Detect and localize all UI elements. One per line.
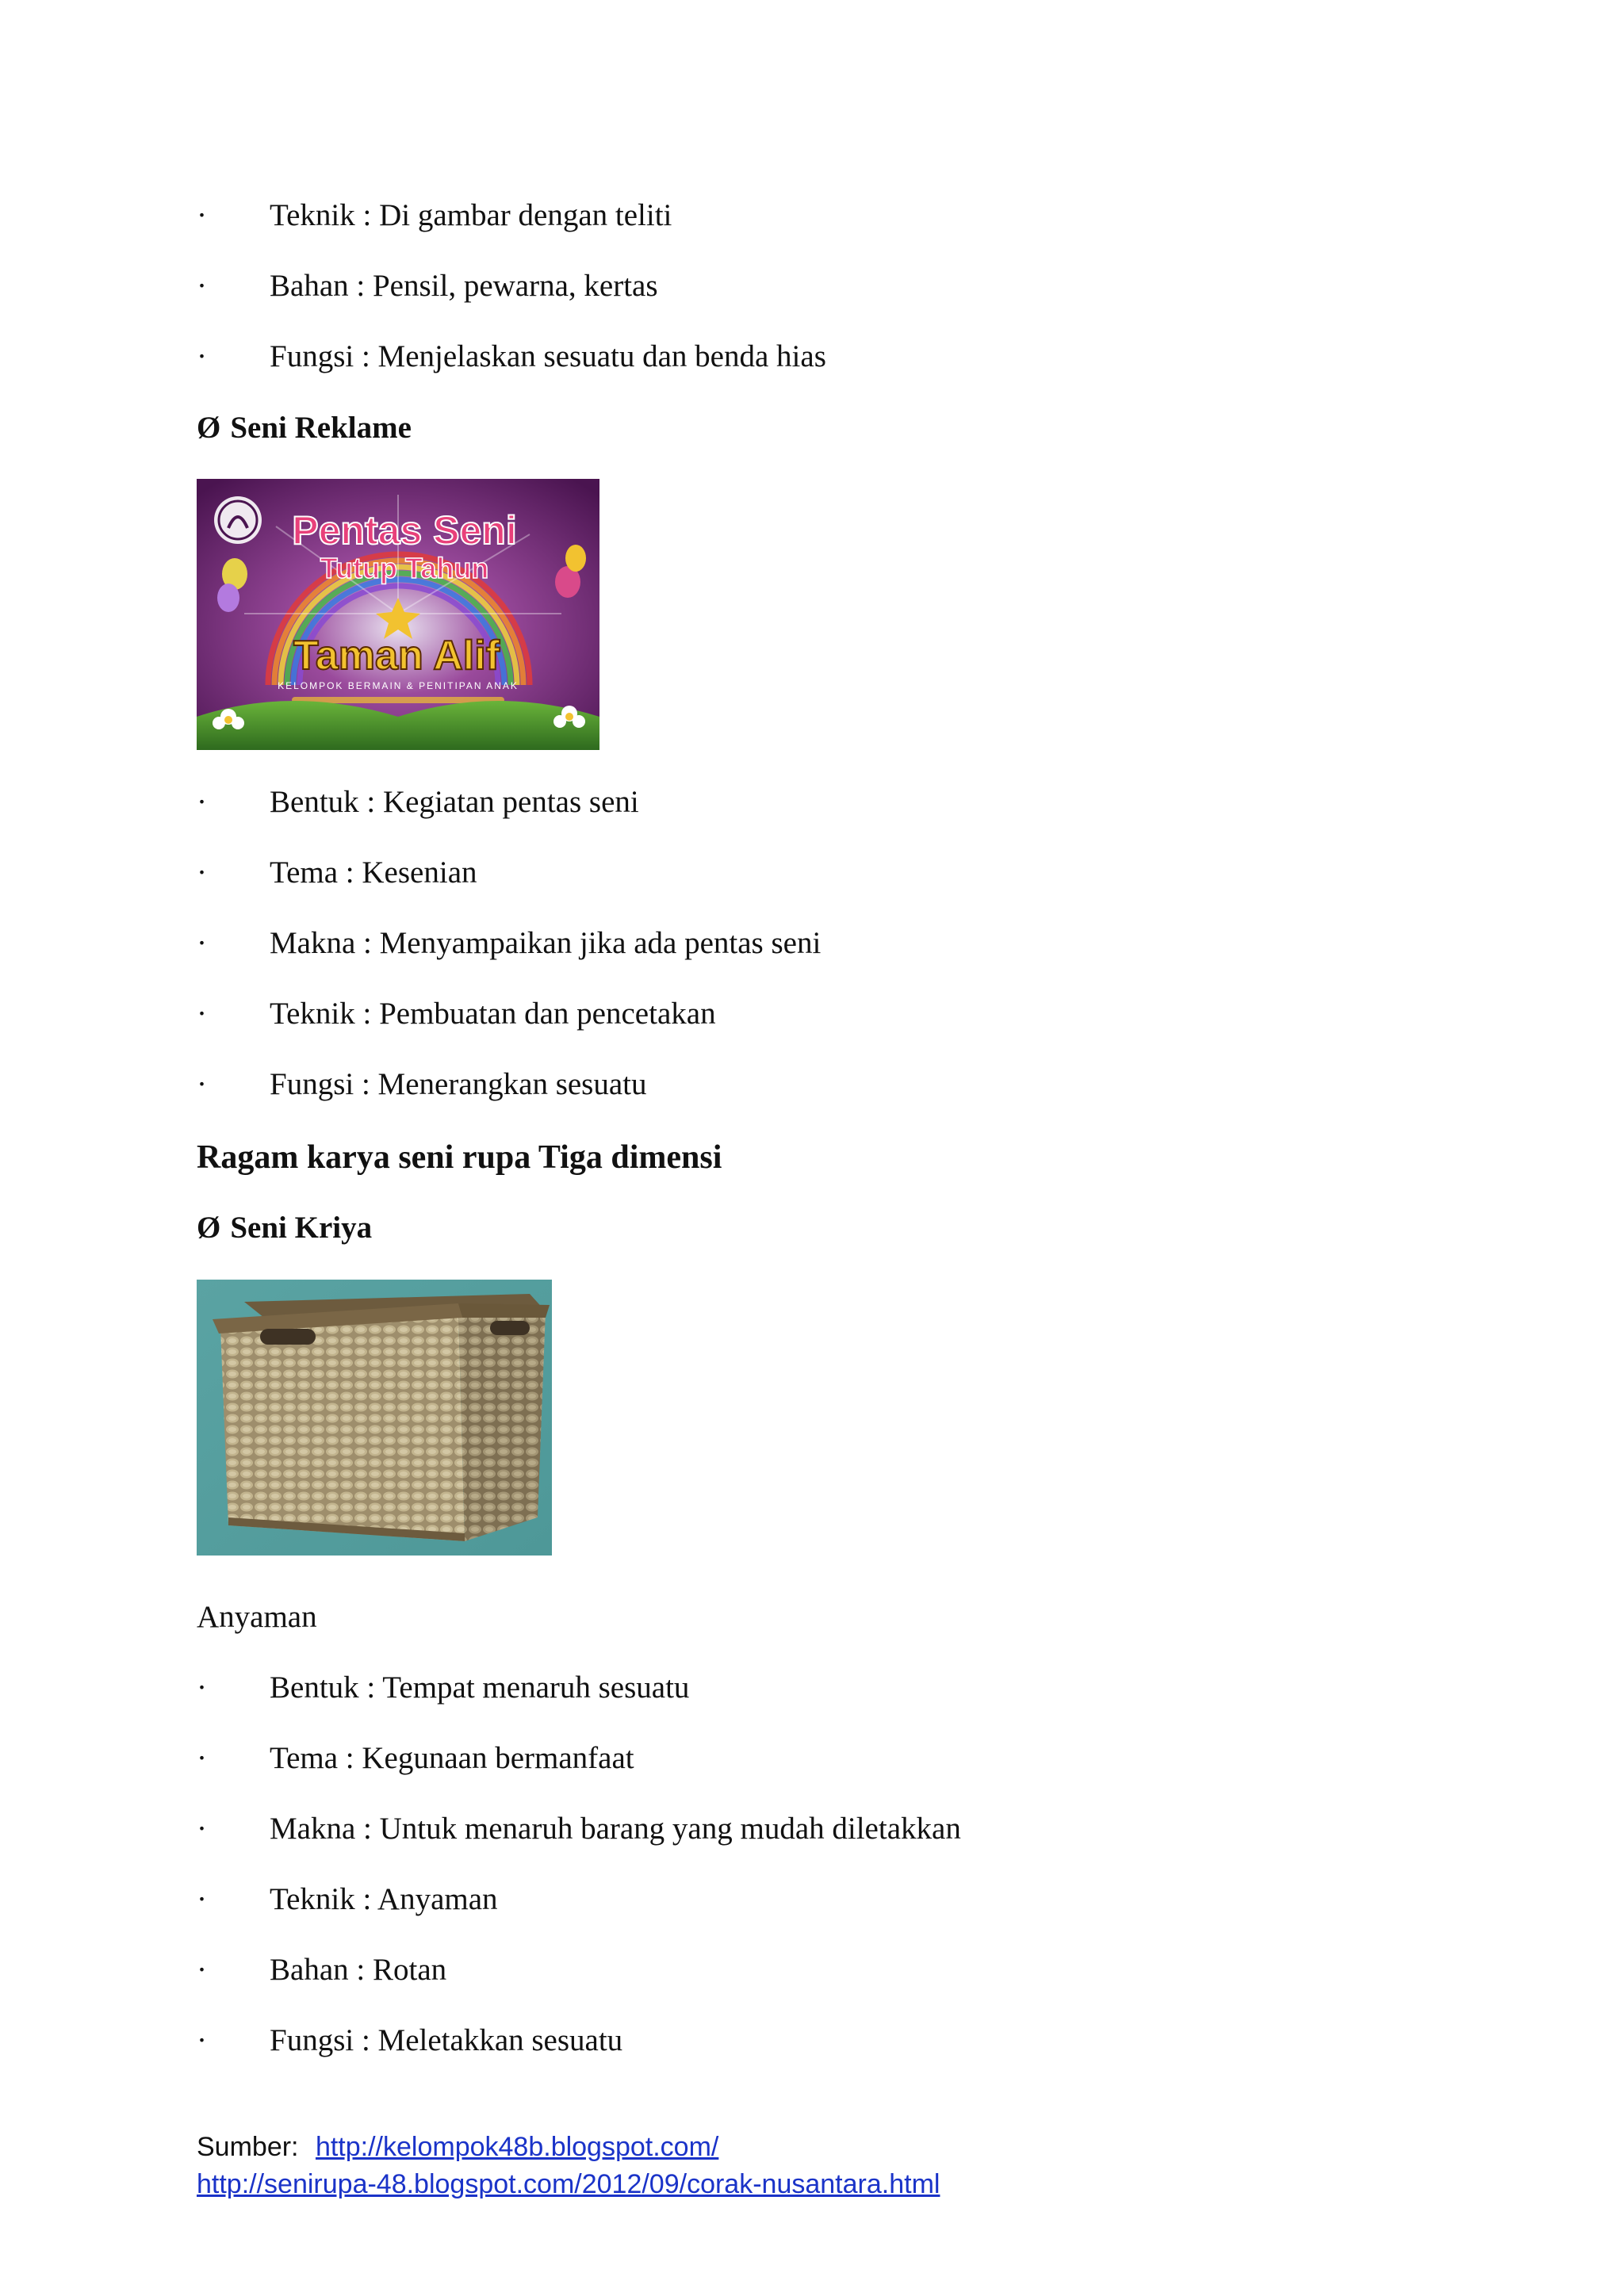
heading-text: Seni Reklame [230, 411, 412, 445]
image-caption: Anyaman [197, 1600, 317, 1634]
poster-graphic [197, 479, 599, 750]
poster-title: Pentas Seni [292, 508, 517, 553]
source-link-1[interactable]: http://kelompok48b.blogspot.com/ [315, 2132, 719, 2162]
heading-marker: Ø [197, 1211, 221, 1245]
section-heading-kriya [197, 1206, 372, 1250]
bullet-glyph: · [197, 1953, 207, 1987]
bullet-glyph: · [197, 926, 207, 960]
section-heading-reklame [197, 406, 412, 450]
bullet-text: Fungsi : Menerangkan sesuatu [270, 1067, 647, 1101]
poster-subtitle: Tutup Tahun [320, 552, 489, 584]
bullet-text: Makna : Untuk menaruh barang yang mudah diletakkan [270, 1812, 961, 1846]
section-heading-tiga-dimensi: Ragam karya seni rupa Tiga dimensi [197, 1139, 722, 1176]
bullet-glyph: · [197, 339, 207, 373]
bullet-glyph: · [197, 1670, 207, 1705]
bullet-text: Bentuk : Tempat menaruh sesuatu [270, 1670, 690, 1705]
bullet-text: Bentuk : Kegiatan pentas seni [270, 785, 639, 819]
bullet-text: Bahan : Pensil, pewarna, kertas [270, 269, 658, 303]
source-line-2 [197, 2166, 940, 2202]
heading-text: Seni Kriya [230, 1211, 373, 1245]
bullet-glyph: · [197, 1067, 207, 1101]
basket-image [197, 1280, 552, 1556]
bullet-glyph: · [197, 1741, 207, 1775]
bullet-glyph: · [197, 2023, 207, 2057]
bullet-glyph: · [197, 269, 207, 303]
basket-graphic [197, 1280, 552, 1556]
bullet-text: Tema : Kesenian [270, 855, 477, 890]
bullet-text: Tema : Kegunaan bermanfaat [270, 1741, 634, 1775]
poster-image [197, 479, 599, 750]
bullet-text: Makna : Menyampaikan jika ada pentas seni [270, 926, 822, 960]
source-link-2[interactable]: http://senirupa-48.blogspot.com/2012/09/corak-nusantara.html [197, 2169, 940, 2199]
bullet-text: Bahan : Rotan [270, 1953, 447, 1987]
source-line [197, 2129, 718, 2165]
heading-marker: Ø [197, 411, 221, 445]
bullet-glyph: · [197, 198, 207, 232]
bullet-glyph: · [197, 855, 207, 890]
bullet-glyph: · [197, 997, 207, 1031]
poster-brand: Taman Alif [293, 633, 500, 679]
bullet-text: Teknik : Di gambar dengan teliti [270, 198, 672, 232]
bullet-glyph: · [197, 1882, 207, 1916]
bullet-text: Teknik : Pembuatan dan pencetakan [270, 997, 716, 1031]
poster-tagline: KELOMPOK BERMAIN & PENITIPAN ANAK [278, 680, 519, 691]
bullet-glyph: · [197, 1812, 207, 1846]
bullet-text: Fungsi : Meletakkan sesuatu [270, 2023, 623, 2057]
bullet-text: Fungsi : Menjelaskan sesuatu dan benda hias [270, 339, 826, 373]
bullet-text: Teknik : Anyaman [270, 1882, 498, 1916]
source-label: Sumber: [197, 2132, 299, 2162]
bullet-glyph: · [197, 785, 207, 819]
